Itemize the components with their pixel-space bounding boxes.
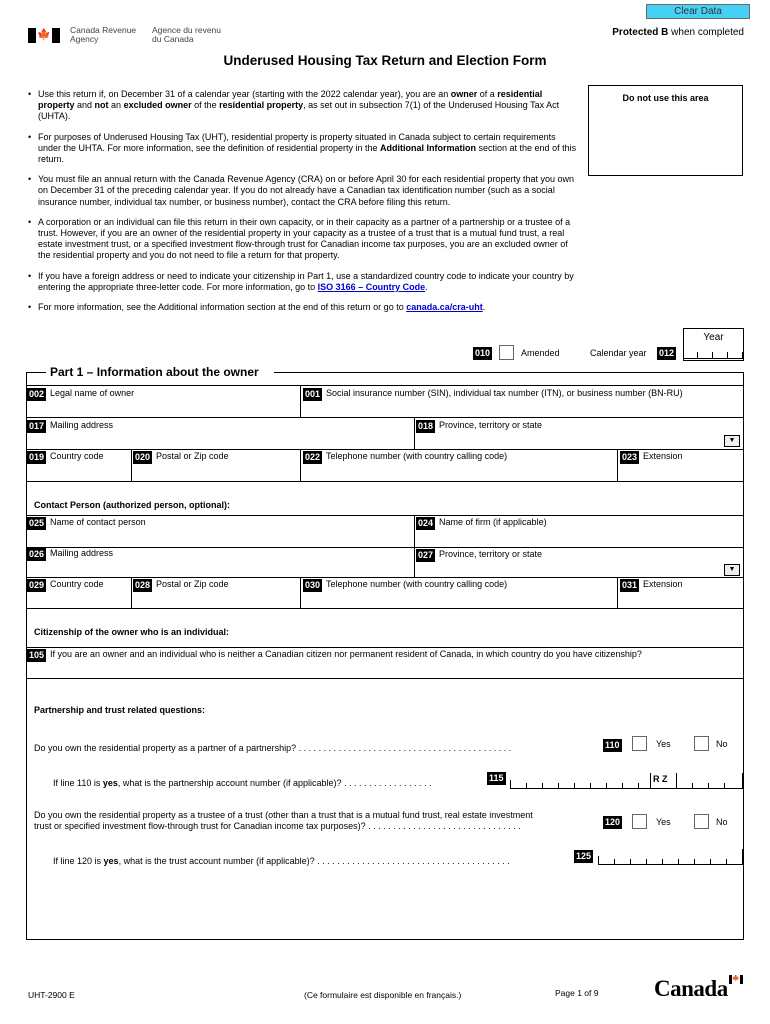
country-code-label: Country code bbox=[50, 451, 104, 461]
bullet-text: For more information, see the Additional information section at the end of this return or go to bbox=[38, 302, 407, 313]
telephone-label: Telephone number (with country calling code) bbox=[326, 451, 508, 461]
code-115: 115 bbox=[489, 773, 504, 783]
q120-no-checkbox[interactable] bbox=[694, 814, 709, 829]
q120-no-label: No bbox=[716, 817, 728, 827]
bullet-item: • If you have a foreign address or need to indicate your citizenship in Part 1, use a standardized country code to indicate your country by entering the appropriate three-letter code. For more information, go to ISO 3166 – Country Code. bbox=[28, 270, 574, 292]
bullet-text: and bbox=[74, 100, 95, 111]
q120-line1: Do you own the residential property as a trustee of a trust (other than a trust that is a mutual fund trust, real estate investment bbox=[34, 810, 533, 820]
province-dropdown-icon[interactable]: ▼ bbox=[724, 435, 740, 447]
agency-fr-line2: du Canada bbox=[152, 34, 194, 44]
field-019[interactable] bbox=[27, 451, 104, 464]
postal-code-label: Postal or Zip code bbox=[156, 451, 229, 461]
code-024: 024 bbox=[418, 518, 434, 528]
question-125 bbox=[53, 856, 571, 867]
field-020[interactable] bbox=[133, 451, 229, 464]
q110-no-checkbox[interactable] bbox=[694, 736, 709, 751]
clear-data-button[interactable]: Clear Data bbox=[646, 4, 750, 19]
bullet-item: • You must file an annual return with the Canada Revenue Agency (CRA) on or before April 30 for each residential property that you own on December 31 of the preceding calendar year. If you do not already have a Canadian tax identification number (such as a social insurance number, individual tax number, or business number), contact the CRA before filing this return. bbox=[28, 174, 578, 208]
bullet-text: A corporation or an individual can file this return in their own capacity, or in their capacity as a partner of a partnership or a trustee of a trust. However, if you are an owner of the residential property in your capacity as a trustee of a trust that is a mutual fund trust, a real estate investment trust, or a specified investment flow-through trust for Canadian income tax purposes, you are an excluded owner of the residential property and you do not need to file a return for that property. bbox=[38, 216, 571, 261]
year-label: Year bbox=[703, 332, 724, 343]
code-020: 020 bbox=[135, 452, 151, 462]
rz-prefix: R Z bbox=[653, 774, 668, 784]
bullet-item: • For more information, see the Additional information section at the end of this return or go to canada.ca/cra-uht. bbox=[28, 302, 486, 313]
code-030: 030 bbox=[305, 580, 321, 590]
field-025[interactable] bbox=[27, 517, 146, 530]
code-025: 025 bbox=[29, 518, 45, 528]
legal-name-label: Legal name of owner bbox=[50, 388, 135, 398]
field-024[interactable] bbox=[416, 517, 547, 530]
bullet-text: . bbox=[482, 302, 486, 313]
agency-en-line2: Agency bbox=[70, 34, 99, 44]
code-022: 022 bbox=[305, 452, 321, 462]
agency-name-en bbox=[70, 26, 136, 44]
bullet-bold: not bbox=[94, 100, 109, 111]
cra-uht-link[interactable]: canada.ca/cra-uht bbox=[406, 302, 483, 313]
protected-b-label bbox=[612, 27, 744, 38]
code-023: 023 bbox=[622, 452, 638, 462]
protected-b-rest: when completed bbox=[668, 27, 744, 38]
agency-name-fr bbox=[152, 26, 221, 44]
q115-yes-bold: yes bbox=[102, 778, 118, 788]
form-title: Underused Housing Tax Return and Election Form bbox=[223, 53, 547, 68]
canada-wordmark bbox=[654, 976, 728, 1002]
province-label: Province, territory or state bbox=[439, 420, 543, 430]
contact-mailing-address-label: Mailing address bbox=[50, 548, 114, 558]
field-026[interactable] bbox=[27, 548, 113, 561]
code-029: 029 bbox=[29, 580, 45, 590]
code-028: 028 bbox=[135, 580, 151, 590]
code-012: 012 bbox=[659, 348, 675, 358]
bullet-text: , as set out in subsection 7(1) of the Underused Housing Tax Act (UHTA). bbox=[38, 100, 560, 122]
bullet-bold: Additional Information bbox=[380, 142, 477, 153]
question-120 bbox=[34, 810, 599, 832]
bullet-item: • A corporation or an individual can file this return in their own capacity, or in their capacity as a partner of a partnership or a trustee of a trust. However, if you are an owner of the residential property in your capacity as a trustee of a trust that is a mutual fund trust, a real estate investment trust, or a specified investment flow-through trust for Canadian income tax purposes, you are an excluded owner of the residential property and you do not need to file a return for that property. bbox=[28, 217, 578, 262]
field-031[interactable] bbox=[620, 579, 683, 592]
q120-yes-label: Yes bbox=[656, 817, 671, 827]
field-105[interactable] bbox=[27, 649, 642, 662]
bullet-text: of a bbox=[477, 89, 498, 99]
field-023[interactable] bbox=[620, 451, 683, 464]
q110-no-label: No bbox=[716, 739, 728, 749]
canada-flag-icon: 🍁 bbox=[28, 28, 60, 43]
field-022[interactable] bbox=[303, 451, 507, 464]
part1-title: Part 1 – Information about the owner bbox=[46, 365, 263, 379]
contact-extension-label: Extension bbox=[643, 579, 683, 589]
wordmark-flag-icon: 🍁 bbox=[729, 975, 743, 984]
bullet-text: an bbox=[108, 100, 124, 111]
contact-name-label: Name of contact person bbox=[50, 517, 146, 527]
agency-fr-line1: Agence du revenu bbox=[152, 25, 221, 35]
sin-itn-bn-label: Social insurance number (SIN), individual tax number (ITN), or business number (BN-RU) bbox=[326, 388, 683, 398]
extension-label: Extension bbox=[643, 451, 683, 461]
code-001: 001 bbox=[305, 389, 321, 399]
code-031: 031 bbox=[622, 580, 638, 590]
bullet-bold: owner bbox=[450, 89, 478, 99]
q125-yes-bold: yes bbox=[103, 856, 119, 866]
bullet-text: For purposes of Underused Housing Tax (UHT), residential property is property situated in Canada subject to certain requirements under the UHTA. For more information, see the definition of residential property in the bbox=[38, 131, 556, 153]
q125-text: , what is the trust account number (if applicable)? . . . . . . . . . . . . . . . . . . . . . . . . . . . . . . . . . . . . . . . bbox=[118, 856, 510, 866]
do-not-use-area bbox=[588, 85, 743, 176]
mailing-address-label: Mailing address bbox=[50, 420, 114, 430]
bullet-item: • Use this return if, on December 31 of a calendar year (starting with the 2022 calendar year), you are an owner of a residential property and not an excluded owner of the residential property, as set out in subsection 7(1) of the Underused Housing Tax Act (UHTA). bbox=[28, 89, 560, 122]
code-018: 018 bbox=[418, 421, 434, 431]
bullet-text: Use this return if, on December 31 of a calendar year (starting with the 2022 calendar year), you are an bbox=[38, 89, 451, 99]
bullet-text: . bbox=[425, 281, 428, 292]
citizenship-heading: Citizenship of the owner who is an individual: bbox=[34, 627, 230, 637]
do-not-use-label: Do not use this area bbox=[622, 93, 709, 103]
field-029[interactable] bbox=[27, 579, 104, 592]
field-018[interactable] bbox=[416, 420, 542, 433]
code-017: 017 bbox=[29, 421, 45, 431]
code-120: 120 bbox=[605, 817, 621, 827]
bullet-item: • For purposes of Underused Housing Tax (UHT), residential property is property situated in Canada subject to certain requirements under the UHTA. For more information, see the definition of residential property in the Additional Information section at the end of this return. bbox=[28, 131, 577, 165]
calendar-year-label: Calendar year bbox=[590, 348, 647, 358]
partnership-account-input[interactable] bbox=[510, 773, 743, 789]
code-027: 027 bbox=[418, 550, 434, 560]
bullet-text: If you have a foreign address or need to indicate your citizenship in Part 1, use a standardized country code to indicate your country by entering the appropriate three-letter code. For more information, go to bbox=[38, 270, 574, 292]
contact-telephone-label: Telephone number (with country calling code) bbox=[326, 579, 508, 589]
contact-person-heading: Contact Person (authorized person, optional): bbox=[34, 500, 231, 510]
instructions-list bbox=[28, 89, 578, 322]
contact-postal-code-label: Postal or Zip code bbox=[156, 579, 229, 589]
field-017[interactable] bbox=[27, 420, 113, 433]
amended-label: Amended bbox=[521, 348, 560, 358]
form-id: UHT-2900 E bbox=[28, 990, 75, 1000]
q110-yes-label: Yes bbox=[656, 739, 671, 749]
code-010: 010 bbox=[475, 348, 491, 358]
bullet-bold: residential property bbox=[219, 100, 304, 111]
bullet-bold: excluded owner bbox=[123, 100, 192, 111]
q115-text: If line 110 is bbox=[53, 778, 103, 788]
citizenship-question-label: If you are an owner and an individual who is neither a Canadian citizen nor permanent resident of Canada, in which country do you have citizenship? bbox=[50, 649, 642, 659]
question-115 bbox=[53, 778, 485, 789]
code-019: 019 bbox=[29, 452, 45, 462]
agency-en-line1: Canada Revenue bbox=[70, 25, 137, 35]
french-availability-note: (Ce formulaire est disponible en français.) bbox=[304, 990, 462, 1000]
question-110: Do you own the residential property as a partner of a partnership? . . . . . . . . . . . . . . . . . . . . . . . . . . . . . . . . . . . . . . . . . . . bbox=[34, 743, 512, 753]
field-001[interactable] bbox=[303, 388, 683, 401]
bullet-text: section at the end of this return. bbox=[38, 142, 577, 165]
amended-checkbox[interactable] bbox=[499, 345, 514, 360]
code-110: 110 bbox=[605, 740, 620, 750]
q110-yes-checkbox[interactable] bbox=[632, 736, 647, 751]
q120-line2: trust or specified investment flow-through trust for Canadian income tax purposes)? . . . . . . . . . . . . . . . . . . . . . . . . . . . . . . . bbox=[34, 821, 521, 831]
iso-country-code-link[interactable]: ISO 3166 – Country Code bbox=[317, 281, 426, 292]
contact-country-code-label: Country code bbox=[50, 579, 104, 589]
contact-province-dropdown-icon[interactable]: ▼ bbox=[724, 564, 740, 576]
field-002[interactable] bbox=[27, 388, 134, 401]
bullet-text: of the bbox=[191, 100, 220, 111]
contact-province-label: Province, territory or state bbox=[439, 549, 543, 559]
field-028[interactable] bbox=[133, 579, 229, 592]
trust-account-input[interactable] bbox=[598, 849, 743, 865]
page-number: Page 1 of 9 bbox=[555, 988, 599, 998]
code-002: 002 bbox=[29, 389, 45, 399]
code-125: 125 bbox=[576, 851, 592, 861]
bullet-bold: residential property bbox=[38, 89, 543, 111]
code-105: 105 bbox=[29, 650, 45, 660]
partnership-heading: Partnership and trust related questions: bbox=[34, 705, 206, 715]
canada-wordmark-text: Canada bbox=[654, 976, 728, 1001]
code-026: 026 bbox=[29, 549, 45, 559]
q120-yes-checkbox[interactable] bbox=[632, 814, 647, 829]
q115-text: , what is the partnership account number (if applicable)? . . . . . . . . . . . . . . . . . . bbox=[117, 778, 432, 788]
firm-name-label: Name of firm (if applicable) bbox=[439, 517, 547, 527]
field-030[interactable] bbox=[303, 579, 507, 592]
bullet-text: You must file an annual return with the Canada Revenue Agency (CRA) on or before April 30 for each residential property that you own on December 31 of the preceding calendar year. If you do not already have a Canadian tax identification number (such as a social insurance number, individual tax number, or business number), contact the CRA before filing this return. bbox=[38, 174, 574, 207]
q125-text: If line 120 is bbox=[53, 856, 104, 866]
field-027[interactable] bbox=[416, 549, 542, 562]
protected-b-bold: Protected B bbox=[612, 27, 669, 38]
